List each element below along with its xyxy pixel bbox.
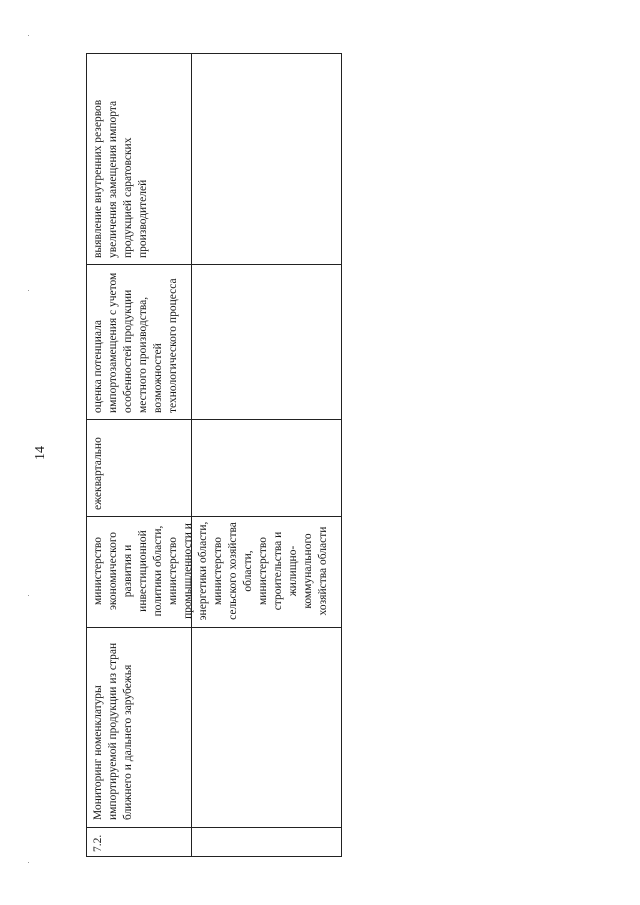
table-divider: [191, 54, 192, 856]
table-cell-event: Мониторинг номенклатуры импортируемой продукции из стран ближнего и дальнего зарубежья: [92, 642, 134, 820]
table-cell-period: ежеквартально: [92, 437, 104, 510]
table-cell-number: 7.2.: [92, 834, 104, 852]
page-number: 14: [33, 446, 48, 460]
table-cell-result: выявление внутренних резервов увеличения замещения импорта продукцией саратовских производителей: [92, 99, 149, 258]
table: [86, 53, 342, 857]
scan-speck: [28, 862, 29, 863]
scan-speck: [28, 290, 29, 291]
table-cell-content: оценка потенциала импортозамещения с учетом особенностей продукции местного производства, возможностей технологического процесса: [92, 272, 179, 413]
table-cell-executors: министерство экономического развития и инвестиционной политики области, министерство промышленности и энергетики области, министерство сельского хозяйства области, министерство строительства и жилищно-коммунального хозяйства области: [92, 521, 329, 621]
scan-speck: [28, 595, 29, 596]
scan-speck: [28, 35, 29, 36]
